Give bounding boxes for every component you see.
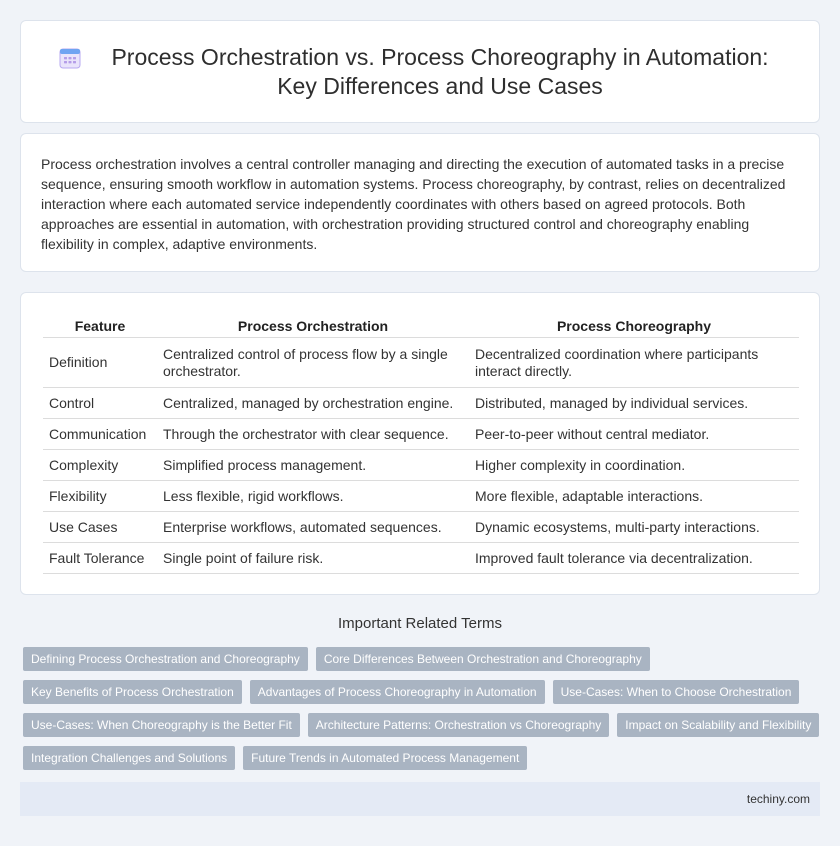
- orchestration-cell: Single point of failure risk.: [157, 543, 469, 574]
- footer-site-link[interactable]: techiny.com: [746, 792, 810, 806]
- header-choreography: Process Choreography: [469, 313, 799, 338]
- feature-cell: Control: [43, 388, 157, 419]
- header-feature: Feature: [43, 313, 157, 338]
- table-row: [43, 338, 799, 388]
- related-term-tag[interactable]: Future Trends in Automated Process Management: [243, 746, 527, 770]
- table-row: [43, 512, 799, 543]
- related-term-tag[interactable]: Use-Cases: When to Choose Orchestration: [553, 680, 800, 704]
- related-term-tag[interactable]: Impact on Scalability and Flexibility: [617, 713, 819, 737]
- feature-cell: Flexibility: [43, 481, 157, 512]
- choreography-cell: Improved fault tolerance via decentralization.: [469, 543, 799, 574]
- page-title: Process Orchestration vs. Process Choreography in Automation: Key Differences and Use Cases: [111, 43, 769, 99]
- table-row: [43, 419, 799, 450]
- table-row: [43, 543, 799, 574]
- choreography-cell: Distributed, managed by individual services.: [469, 388, 799, 419]
- feature-cell: Fault Tolerance: [43, 543, 157, 574]
- orchestration-cell: Less flexible, rigid workflows.: [157, 481, 469, 512]
- table-header-row: [43, 313, 799, 338]
- intro-card: [20, 133, 820, 272]
- choreography-cell: Decentralized coordination where participants interact directly.: [469, 338, 799, 388]
- feature-cell: Use Cases: [43, 512, 157, 543]
- header-orchestration: Process Orchestration: [157, 313, 469, 338]
- related-terms-title: Important Related Terms: [338, 615, 502, 632]
- comparison-card: [20, 292, 820, 595]
- intro-paragraph: Process orchestration involves a central controller managing and directing the execution of automated tasks in a precise sequence, ensuring smooth workflow in automation systems. Process choreography, by contrast, relies on decentralized interaction where each automated service independently coordinates with others based on agreed protocols. Both approaches are essential in automation, with orchestration providing structured control and choreography enabling flexibility in complex, adaptive environments.: [41, 156, 786, 252]
- comparison-table: [43, 313, 799, 574]
- related-term-tag[interactable]: Defining Process Orchestration and Choreography: [23, 647, 308, 671]
- related-terms-list: [23, 647, 823, 770]
- orchestration-cell: Centralized control of process flow by a single orchestrator.: [157, 338, 469, 388]
- choreography-cell: Higher complexity in coordination.: [469, 450, 799, 481]
- related-term-tag[interactable]: Core Differences Between Orchestration and Choreography: [316, 647, 650, 671]
- header-card: [20, 20, 820, 123]
- table-row: [43, 450, 799, 481]
- feature-cell: Definition: [43, 338, 157, 388]
- orchestration-cell: Simplified process management.: [157, 450, 469, 481]
- choreography-cell: Peer-to-peer without central mediator.: [469, 419, 799, 450]
- related-term-tag[interactable]: Use-Cases: When Choreography is the Better Fit: [23, 713, 300, 737]
- footer: [20, 782, 820, 816]
- table-row: [43, 481, 799, 512]
- orchestration-cell: Enterprise workflows, automated sequences.: [157, 512, 469, 543]
- choreography-cell: Dynamic ecosystems, multi-party interactions.: [469, 512, 799, 543]
- table-row: [43, 388, 799, 419]
- related-term-tag[interactable]: Advantages of Process Choreography in Automation: [250, 680, 545, 704]
- feature-cell: Communication: [43, 419, 157, 450]
- orchestration-cell: Centralized, managed by orchestration engine.: [157, 388, 469, 419]
- feature-cell: Complexity: [43, 450, 157, 481]
- choreography-cell: More flexible, adaptable interactions.: [469, 481, 799, 512]
- related-term-tag[interactable]: Integration Challenges and Solutions: [23, 746, 235, 770]
- orchestration-cell: Through the orchestrator with clear sequence.: [157, 419, 469, 450]
- related-term-tag[interactable]: Key Benefits of Process Orchestration: [23, 680, 242, 704]
- related-term-tag[interactable]: Architecture Patterns: Orchestration vs Choreography: [308, 713, 609, 737]
